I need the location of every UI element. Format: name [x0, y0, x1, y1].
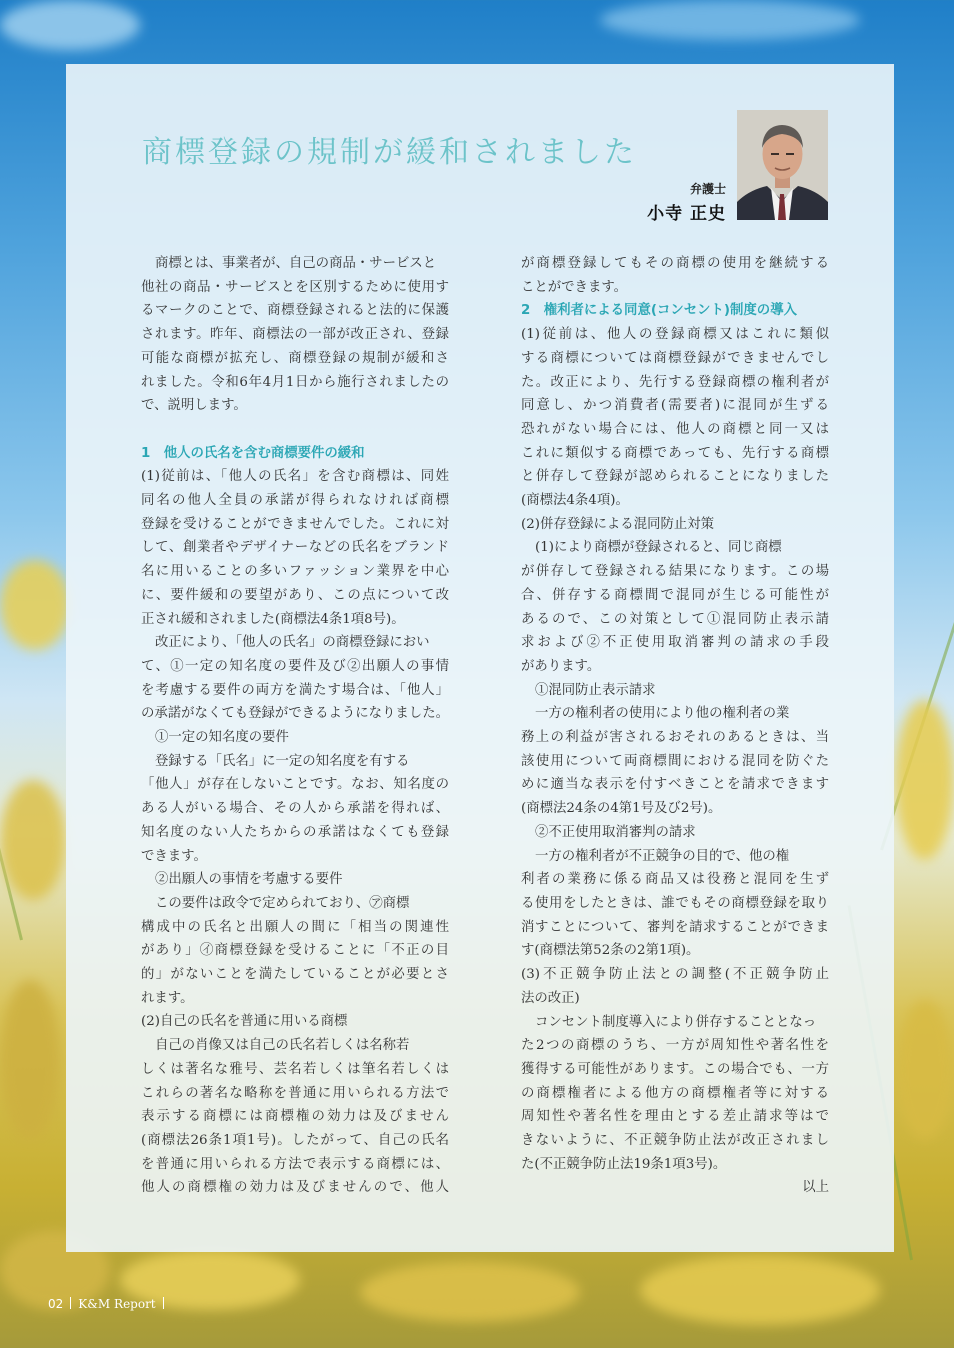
body-text-line: (1)従前は、「他人の氏名」を含む商標は、同姓 [141, 469, 449, 485]
body-text-line: 該使用について両商標間における混同を防ぐた [521, 753, 829, 769]
body-text-line: の商標権者による他方の商標権者等に対する [521, 1085, 829, 1101]
body-text-line: できます。 [141, 848, 207, 864]
body-text-line: す(商標法第52条の2第1項)。 [521, 943, 700, 959]
publication-name: K&M Report [78, 1297, 156, 1311]
body-text-line: (1)従前は、他人の登録商標又はこれに類似 [521, 327, 829, 343]
background-flower [0, 780, 66, 900]
body-text-line: 改正により、「他人の氏名」の商標登録におい [155, 635, 430, 651]
body-text-line: るマークのことで、商標登録されると法的に保護 [141, 303, 449, 319]
section-heading: 2 権利者による同意(コンセント)制度の導入 [521, 303, 797, 319]
body-text-line: 務上の利益が害されるおそれのあるときは、当 [521, 730, 829, 746]
background-flower [0, 980, 60, 1140]
body-text-line: と併存して登録が認められることになりました [521, 469, 829, 485]
body-text-line: めに適当な表示を付すべきことを請求できます [521, 777, 829, 793]
body-text-line: されます。昨年、商標法の一部が改正され、登録 [141, 327, 449, 343]
body-text-line: 他人の商標権の効力は及びませんので、他人 [141, 1180, 449, 1196]
body-text-line: 獲得する可能性があります。この場合でも、一方 [521, 1061, 829, 1077]
body-text-line: (商標法24条の4第1号及び2号)。 [521, 801, 722, 817]
body-text-line: があり」㋑商標登録を受けることに「不正の目 [141, 943, 449, 959]
background-flower [0, 0, 140, 50]
body-text-line: た(不正競争防止法19条1項3号)。 [521, 1156, 727, 1172]
body-text-line: れました。令和6年4月1日から施行されましたの [141, 374, 449, 390]
body-text-line: 登録する「氏名」に一定の知名度を有する [155, 753, 410, 769]
body-text-line: (1)により商標が登録されると、同じ商標 [535, 540, 782, 556]
body-text-line: きないように、不正競争防止法が改正されまし [521, 1133, 829, 1149]
body-text-line: ①一定の知名度の要件 [155, 730, 289, 746]
body-text-line: この要件は政令で定められており、㋐商標 [155, 895, 410, 911]
body-text-line: る使用をしたときは、誰でもその商標登録を取り [521, 895, 829, 911]
background-flower [896, 1000, 954, 1140]
body-text-line: ②出願人の事情を考慮する要件 [155, 872, 343, 888]
section-heading: 1 他人の氏名を含む商標要件の緩和 [141, 445, 365, 461]
body-text-line: 恐れがない場合には、他人の商標と同一又は [521, 421, 829, 437]
body-text-line: 同意し、かつ消費者(需要者)に混同が生ずる [521, 398, 829, 414]
body-text-line: 以上 [802, 1180, 829, 1196]
body-text-line: れます。 [141, 990, 194, 1006]
body-text-line: に、要件緩和の要望があり、この点について改 [141, 587, 449, 603]
paragraph-spacer [141, 418, 449, 442]
body-text-line: 求および②不正使用取消審判の請求の手段 [521, 635, 829, 651]
body-text-line: 同名の他人全員の承諾が得られなければ商標 [141, 493, 449, 509]
body-text-line: ②不正使用取消審判の請求 [535, 824, 696, 840]
body-text-line: 的」がないことを満たしていることが必要とさ [141, 967, 449, 983]
body-text-line: を考慮する要件の両方を満たす場合は、「他人」 [141, 682, 449, 698]
body-text-line: が商標登録してもその商標の使用を継続する [521, 256, 829, 271]
body-text-line: する商標については商標登録ができませんでし [521, 350, 829, 366]
background-flower [895, 700, 954, 860]
body-text-line: 構成中の氏名と出願人の間に「相当の関連性 [141, 919, 449, 935]
background-flower [360, 1262, 580, 1322]
background-flower [640, 1255, 880, 1325]
body-text-line: コンセント制度導入により併存することとなっ [535, 1014, 817, 1030]
body-text-line: 可能な商標が拡充し、商標登録の規制が緩和さ [141, 350, 449, 366]
body-text-line: (商標法26条1項1号)。したがって、自己の氏名 [141, 1133, 449, 1148]
body-text-line: しくは著名な雅号、芸名若しくは筆名若しくは [141, 1061, 449, 1077]
background-flower [0, 560, 70, 650]
body-text-line: ことができます。 [521, 279, 628, 295]
page-number: 02 [48, 1297, 64, 1311]
author-role: 弁護士 [689, 182, 726, 196]
body-text-line: (2)自己の氏名を普通に用いる商標 [141, 1014, 348, 1030]
author-photo [737, 110, 828, 220]
body-text-line: 正され緩和されました(商標法4条1項8号)。 [141, 611, 405, 627]
body-text-line: 消すことについて、審判を請求することができま [521, 919, 829, 935]
body-text-line: (3)不正競争防止法との調整(不正競争防止 [521, 967, 829, 983]
body-text-line: 知名度のない人たちからの承諾はなくても登録 [141, 824, 449, 840]
body-text-line: 表示する商標には商標権の効力は及びません [141, 1109, 449, 1125]
article-column-left [141, 252, 449, 1200]
body-text-line: 利者の業務に係る商品又は役務と混同を生ず [521, 872, 829, 888]
background-flower [600, 0, 860, 40]
body-text-line: (2)併存登録による混同防止対策 [521, 516, 715, 532]
body-text-line: の承諾がなくても登録ができるようになりました。 [141, 706, 449, 722]
body-text-line: (商標法4条4項)。 [521, 493, 629, 509]
body-text-line: で、説明します。 [141, 398, 247, 414]
body-text-line: 周知性や著名性を理由とする差止請求等はで [521, 1109, 829, 1125]
footer-divider [163, 1297, 164, 1309]
body-text-line: 登録を受けることができませんでした。これに対 [141, 516, 449, 532]
body-text-line: あるので、この対策として①混同防止表示請 [521, 611, 829, 627]
article-title: 商標登録の規制が緩和されました [142, 135, 637, 170]
body-text-line: を普通に用いられる方法で表示する商標には、 [141, 1156, 449, 1172]
body-text-line: 法の改正) [521, 990, 580, 1006]
body-text-line: これに類似する商標であっても、先行する商標 [521, 445, 829, 461]
body-text-line: た2つの商標のうち、一方が周知性や著名性を [521, 1038, 829, 1054]
footer-divider [70, 1297, 71, 1309]
article-column-right [521, 252, 829, 1200]
body-text-line: ①混同防止表示請求 [535, 682, 656, 698]
body-text-line: 商標とは、事業者が、自己の商品・サービスと [155, 256, 437, 271]
page-footer [48, 1297, 171, 1311]
body-text-line: て、①一定の知名度の要件及び②出願人の事情 [141, 658, 449, 674]
body-text-line: 合、併存する商標間で混同が生じる可能性が [521, 587, 829, 603]
body-text-line: 自己の肖像又は自己の氏名若しくは名称若 [155, 1038, 410, 1054]
body-text-line: ある人がいる場合、その人から承諾を得れば、 [141, 801, 449, 817]
body-text-line: 名に用いることの多いファッション業界を中心 [141, 564, 449, 580]
body-text-line: して、創業者やデザイナーなどの氏名をブランド [141, 540, 449, 556]
author-portrait-image [737, 110, 828, 220]
body-text-line: があります。 [521, 658, 601, 674]
body-text-line: た。改正により、先行する登録商標の権利者が [521, 374, 829, 390]
author-name: 小寺 正史 [647, 204, 726, 224]
body-text-line: 「他人」が存在しないことです。なお、知名度の [141, 777, 449, 793]
body-text-line: これらの著名な略称を普通に用いられる方法で [141, 1085, 449, 1101]
body-text-line: が併存して登録される結果になります。この場 [521, 564, 829, 580]
body-text-line: 他社の商品・サービスとを区別するために使用す [141, 279, 449, 295]
body-text-line: 一方の権利者が不正競争の目的で、他の権 [535, 848, 790, 864]
body-text-line: 一方の権利者の使用により他の権利者の業 [535, 706, 790, 722]
